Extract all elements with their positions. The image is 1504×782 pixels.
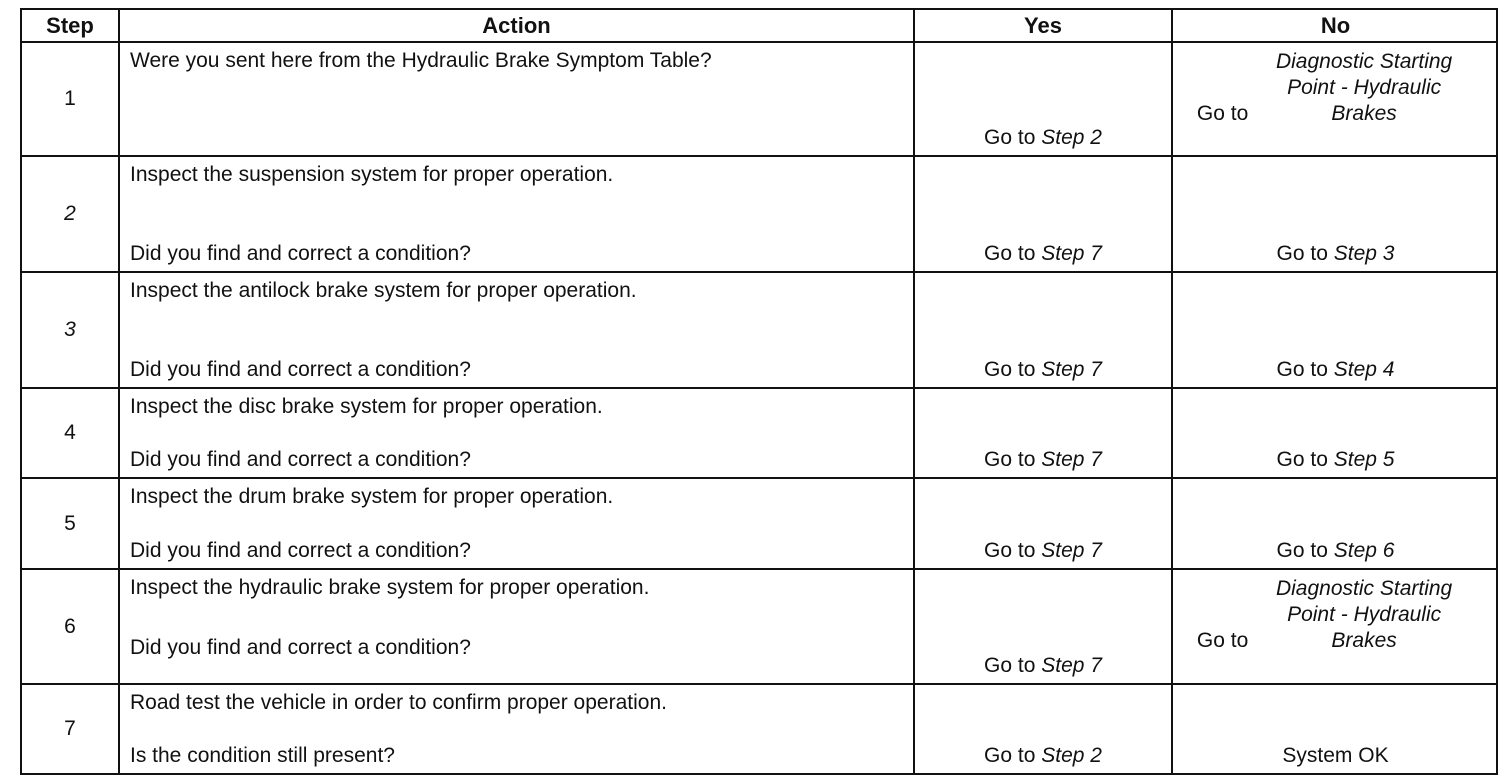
step-number: 2 xyxy=(64,202,76,225)
step-number: 7 xyxy=(64,717,76,740)
table-row xyxy=(22,43,1496,157)
action-cell xyxy=(120,43,915,155)
action-cell xyxy=(120,389,915,477)
no-cell xyxy=(1173,479,1498,568)
action-cell xyxy=(120,570,915,683)
no-prefix: Go to xyxy=(1196,102,1249,125)
no-cell xyxy=(1173,389,1498,477)
yes-cell xyxy=(915,479,1173,568)
action-inspect: Inspect the drum brake system for proper operation. xyxy=(130,485,614,508)
step-cell xyxy=(22,685,120,773)
header-yes: Yes xyxy=(915,10,1173,41)
yes-target: Step 7 xyxy=(1041,654,1102,677)
step-number: 5 xyxy=(64,511,76,535)
no-cell xyxy=(1173,685,1498,773)
yes-link[interactable] xyxy=(915,654,1171,678)
header-action: Action xyxy=(120,10,915,41)
no-link[interactable] xyxy=(1173,358,1498,382)
action-inspect: Inspect the hydraulic brake system for proper operation. xyxy=(130,576,650,599)
action-inspect: Inspect the disc brake system for proper operation. xyxy=(130,395,603,418)
no-link[interactable] xyxy=(1173,576,1498,654)
yes-cell xyxy=(915,43,1173,155)
action-question: Did you find and correct a condition? xyxy=(130,448,471,471)
no-prefix: Go to xyxy=(1196,629,1249,652)
yes-prefix: Go to xyxy=(984,539,1036,562)
action-question: Did you find and correct a condition? xyxy=(130,358,471,381)
yes-prefix: Go to xyxy=(984,744,1036,767)
yes-cell xyxy=(915,570,1173,683)
yes-link[interactable] xyxy=(915,539,1171,563)
step-number: 4 xyxy=(64,421,76,444)
table-row xyxy=(22,570,1496,685)
header-no: No xyxy=(1320,12,1351,38)
yes-cell xyxy=(915,685,1173,773)
no-cell xyxy=(1173,273,1498,387)
no-link[interactable] xyxy=(1173,242,1498,266)
action-cell xyxy=(120,273,915,387)
no-link[interactable] xyxy=(1173,448,1498,472)
action-inspect: Inspect the antilock brake system for proper operation. xyxy=(130,279,637,302)
step-cell xyxy=(22,157,120,271)
action-inspect: Were you sent here from the Hydraulic Brake Symptom Table? xyxy=(130,49,712,72)
yes-link[interactable] xyxy=(915,448,1171,472)
action-cell xyxy=(120,479,915,568)
yes-prefix: Go to xyxy=(984,448,1036,471)
table-row xyxy=(22,389,1496,479)
step-cell xyxy=(22,43,120,155)
no-target: Step 4 xyxy=(1333,358,1395,381)
step-cell xyxy=(22,389,120,477)
action-question: Did you find and correct a condition? xyxy=(130,242,471,265)
yes-prefix: Go to xyxy=(984,242,1036,265)
step-number: 3 xyxy=(64,318,76,341)
yes-link[interactable] xyxy=(915,242,1171,266)
table-row xyxy=(22,479,1496,570)
no-target: Diagnostic Starting Point - Hydraulic Brakes xyxy=(1275,577,1453,652)
step-number: 6 xyxy=(64,614,76,638)
table-row xyxy=(22,685,1496,773)
action-cell xyxy=(120,157,915,271)
no-target: Diagnostic Starting Point - Hydraulic Brakes xyxy=(1275,50,1453,125)
yes-link[interactable] xyxy=(915,744,1171,768)
yes-cell xyxy=(915,389,1173,477)
yes-target: Step 7 xyxy=(1041,242,1102,265)
diagnostic-table xyxy=(20,8,1498,775)
yes-target: Step 7 xyxy=(1041,448,1102,471)
table-row xyxy=(22,273,1496,389)
step-cell xyxy=(22,570,120,683)
yes-target: Step 7 xyxy=(1041,539,1102,562)
no-result: System OK xyxy=(1282,744,1389,767)
header-step: Step xyxy=(22,10,120,41)
yes-link[interactable] xyxy=(915,358,1171,382)
yes-cell xyxy=(915,273,1173,387)
yes-link[interactable] xyxy=(915,126,1171,150)
no-target: Step 5 xyxy=(1333,448,1395,471)
yes-target: Step 7 xyxy=(1041,358,1102,381)
no-prefix: Go to xyxy=(1276,539,1328,562)
yes-prefix: Go to xyxy=(984,126,1036,149)
action-question: Did you find and correct a condition? xyxy=(130,636,471,659)
action-question: Is the condition still present? xyxy=(130,744,395,767)
no-link[interactable] xyxy=(1173,539,1498,563)
no-prefix: Go to xyxy=(1276,242,1328,265)
action-question: Did you find and correct a condition? xyxy=(130,539,471,562)
table-row xyxy=(22,157,1496,273)
action-cell xyxy=(120,685,915,773)
no-cell xyxy=(1173,157,1498,271)
no-cell xyxy=(1173,43,1498,155)
step-cell xyxy=(22,479,120,568)
yes-cell xyxy=(915,157,1173,271)
no-link[interactable] xyxy=(1173,49,1498,127)
header-row xyxy=(22,10,1496,43)
yes-target: Step 2 xyxy=(1041,126,1102,149)
no-target: Step 3 xyxy=(1333,242,1395,265)
no-prefix: Go to xyxy=(1276,358,1328,381)
no-prefix: Go to xyxy=(1276,448,1328,471)
step-cell xyxy=(22,273,120,387)
no-cell xyxy=(1173,570,1498,683)
step-number: 1 xyxy=(64,87,76,110)
action-inspect: Inspect the suspension system for proper operation. xyxy=(130,163,614,186)
action-inspect: Road test the vehicle in order to confirm proper operation. xyxy=(130,691,667,714)
yes-prefix: Go to xyxy=(984,654,1036,677)
yes-prefix: Go to xyxy=(984,358,1036,381)
no-target: Step 6 xyxy=(1333,539,1395,562)
yes-target: Step 2 xyxy=(1041,744,1102,767)
